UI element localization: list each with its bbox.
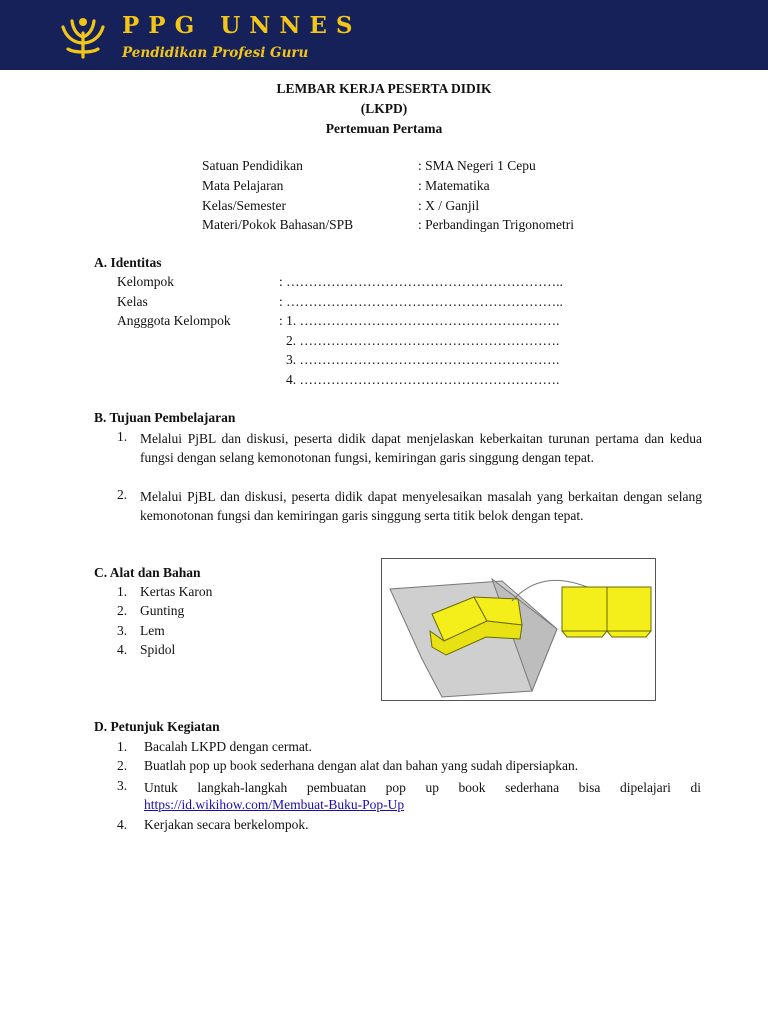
- section-heading-identitas: A. Identitas: [94, 255, 162, 270]
- list-number: 4.: [117, 817, 128, 832]
- list-item: Lem: [140, 623, 165, 638]
- info-value: : Perbandingan Trigonometri: [418, 217, 574, 232]
- brand-tagline: Pendidikan Profesi Guru: [122, 45, 309, 61]
- list-item: Gunting: [140, 603, 185, 618]
- info-label: Materi/Pokok Bahasan/SPB: [202, 217, 354, 232]
- header-banner: [0, 0, 768, 70]
- section-heading-petunjuk: D. Petunjuk Kegiatan: [94, 719, 220, 734]
- list-number: 1.: [117, 429, 128, 444]
- list-item: Kertas Karon: [140, 584, 213, 599]
- list-item: Melalui PjBL dan diskusi, peserta didik dapat menjelaskan keberkaitan turunan pertama dan kedua fungsi dengan selang kemonotonan fungsi, kemiringan garis singgung dengan tepat.: [140, 431, 702, 465]
- info-value: : Matematika: [418, 178, 490, 193]
- list-number: 1.: [117, 739, 128, 754]
- wikihow-link[interactable]: https://id.wikihow.com/Membuat-Buku-Pop-Up: [144, 797, 405, 812]
- list-number: 3.: [117, 623, 128, 638]
- list-item: Spidol: [140, 642, 176, 657]
- section-heading-tujuan: B. Tujuan Pembelajaran: [94, 410, 236, 425]
- info-label: Kelas/Semester: [202, 198, 286, 213]
- kelas-field[interactable]: : ……………………………………………………..: [279, 294, 563, 309]
- anggota-field-1[interactable]: : 1. ………………………………………………….: [279, 313, 560, 328]
- pop-up-book-illustration: [382, 559, 655, 700]
- list-number: 2.: [117, 603, 128, 618]
- meeting-title: Pertemuan Pertama: [325, 121, 443, 136]
- brand-name: PPG UNNES: [122, 12, 362, 39]
- section-heading-alat: C. Alat dan Bahan: [94, 565, 201, 580]
- list-number: 2.: [117, 487, 128, 502]
- doc-subtitle: (LKPD): [360, 101, 408, 116]
- kelompok-field[interactable]: : ……………………………………………………..: [279, 274, 563, 289]
- kelompok-label: Kelompok: [117, 274, 174, 289]
- anggota-field-4[interactable]: 4. ………………………………………………….: [286, 372, 560, 387]
- list-item: Melalui PjBL dan diskusi, peserta didik dapat menyelesaikan masalah yang berkaitan dengan selang kemonotonan fungsi dan kemiringan garis singgung serta titik belok dengan tepat.: [140, 489, 702, 523]
- list-item: Bacalah LKPD dengan cermat.: [144, 739, 312, 754]
- kelas-label: Kelas: [117, 294, 148, 309]
- list-item: Untuk langkah-langkah pembuatan pop up book sederhana bisa dipelajari di: [144, 780, 701, 795]
- info-value: : SMA Negeri 1 Cepu: [418, 158, 536, 173]
- pop-up-book-figure: [381, 558, 656, 701]
- info-label: Satuan Pendidikan: [202, 158, 303, 173]
- list-number: 3.: [117, 778, 128, 793]
- list-item: Kerjakan secara berkelompok.: [144, 817, 309, 832]
- unnes-logo-icon: [58, 13, 108, 61]
- list-item: Buatlah pop up book sederhana dengan alat dan bahan yang sudah dipersiapkan.: [144, 758, 579, 773]
- anggota-field-2[interactable]: 2. ………………………………………………….: [286, 333, 560, 348]
- anggota-label: Angggota Kelompok: [117, 313, 231, 328]
- info-label: Mata Pelajaran: [202, 178, 284, 193]
- list-number: 4.: [117, 642, 128, 657]
- anggota-field-3[interactable]: 3. ………………………………………………….: [286, 352, 560, 367]
- list-number: 1.: [117, 584, 128, 599]
- list-number: 2.: [117, 758, 128, 773]
- info-value: : X / Ganjil: [418, 198, 480, 213]
- doc-title: LEMBAR KERJA PESERTA DIDIK: [276, 81, 492, 96]
